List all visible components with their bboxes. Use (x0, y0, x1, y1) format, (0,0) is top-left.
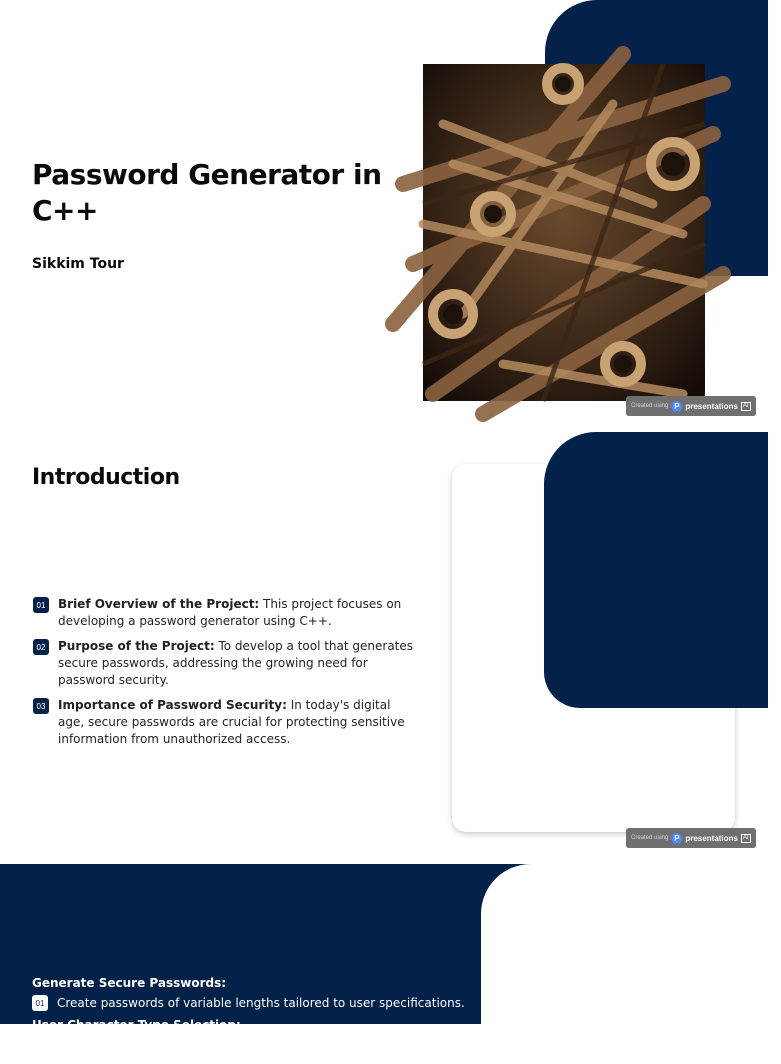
wrenches-photo (423, 64, 705, 401)
list-item (32, 995, 465, 1011)
presentations-logo-icon: P (671, 401, 682, 412)
section-title: Introduction (32, 465, 180, 490)
item-description: To develop a tool that generates secure passwords, addressing the growing need for password security. (58, 639, 414, 687)
navy-accent-block (544, 432, 768, 708)
presentations-logo-icon: P (671, 833, 682, 844)
list-item (33, 697, 413, 748)
item-text: Create passwords of variable lengths tailored to user specifications. (57, 996, 465, 1010)
watermark-created-using: Created using (631, 835, 669, 841)
slide-title: Password Generator in C++ (32, 158, 382, 227)
item-label: Brief Overview of the Project: (58, 597, 260, 611)
item-text (58, 596, 413, 630)
list-item (33, 596, 413, 630)
watermark-badge[interactable] (626, 396, 756, 416)
item-text (58, 697, 413, 748)
introduction-slide (0, 432, 768, 864)
item-number: 02 (33, 639, 49, 655)
intro-list (33, 596, 413, 756)
item-number: 01 (32, 995, 48, 1011)
white-accent-block (481, 864, 781, 1064)
watermark-brand: presentations (685, 401, 738, 411)
watermark-suffix: AI (742, 402, 749, 409)
watermark-created-using: Created using (631, 403, 669, 409)
item-description: In today's digital age, secure passwords are crucial for protecting sensitive information from unauthorized access. (58, 698, 405, 746)
watermark-brand: presentations (685, 833, 738, 843)
features-slide (0, 864, 768, 1032)
list-item (33, 638, 413, 689)
item-label: Importance of Password Security: (58, 698, 287, 712)
watermark-suffix: AI (742, 834, 749, 841)
slide-subtitle: Sikkim Tour (32, 256, 124, 272)
item-number: 03 (33, 698, 49, 714)
title-slide (0, 0, 768, 432)
watermark-badge[interactable] (626, 828, 756, 848)
item-description: This project focuses on developing a password generator using C++. (58, 597, 402, 628)
item-label: Purpose of the Project: (58, 639, 215, 653)
item-text (58, 638, 413, 689)
feature-title: User Character Type Selection: (32, 1018, 241, 1032)
feature-title: Generate Secure Passwords: (32, 976, 227, 990)
item-number: 01 (33, 597, 49, 613)
